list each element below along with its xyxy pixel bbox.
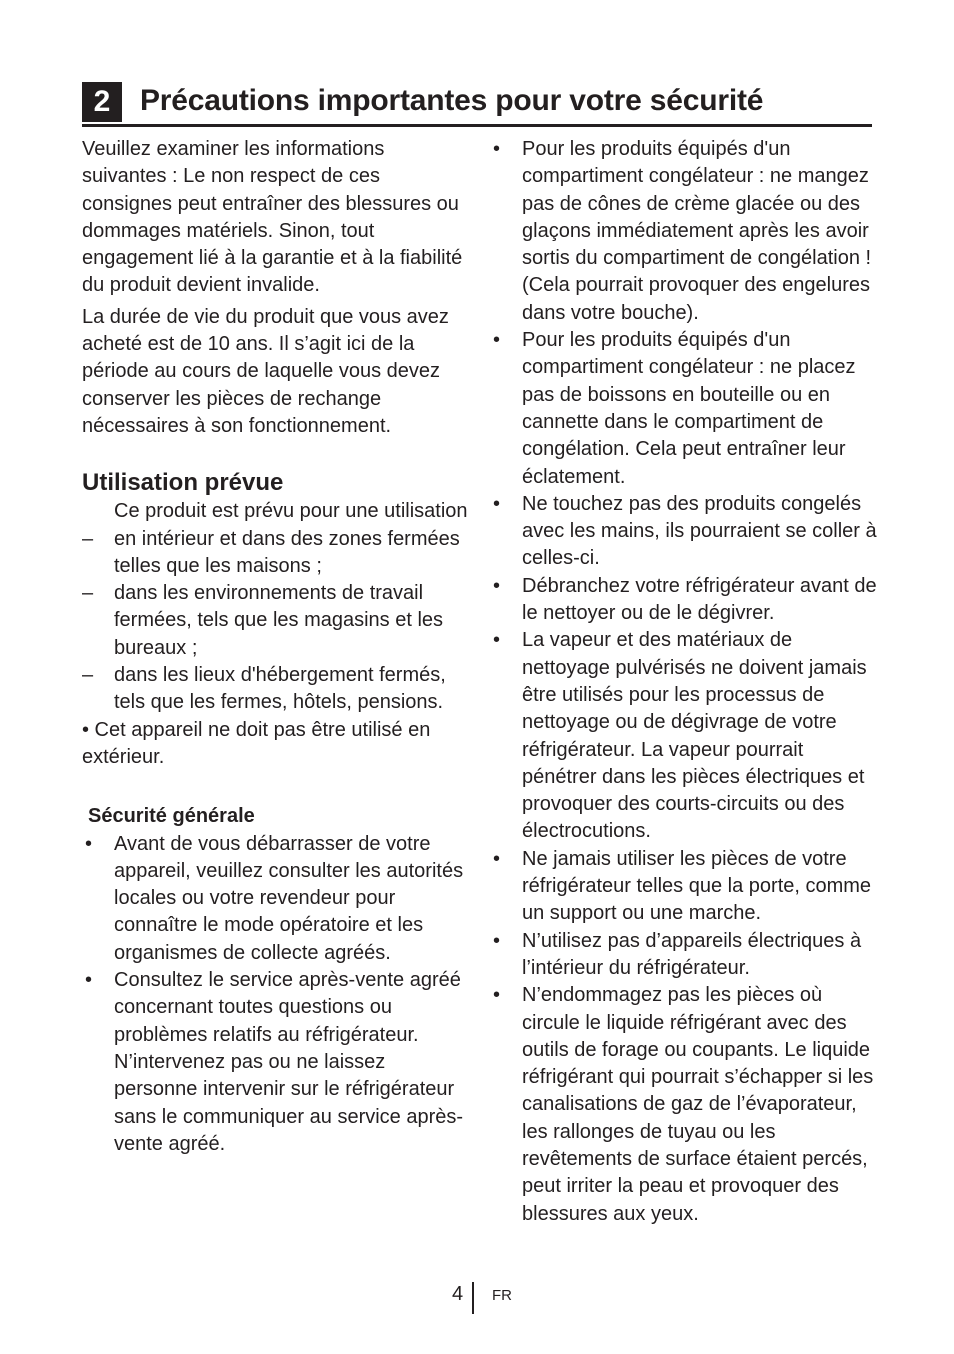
- bullet-mark: •: [493, 629, 501, 652]
- intended-use-lead: Ce produit est prévu pour une utilisation: [114, 500, 468, 523]
- intended-use-item-text: dans les lieux d'hébergement fermés, tels que les fermes, hôtels, pensions.: [114, 664, 446, 714]
- dash-mark: –: [82, 582, 94, 605]
- bullet-mark: •: [85, 969, 93, 992]
- left-column: [82, 136, 472, 1158]
- bullet-mark: •: [493, 984, 501, 1007]
- intended-use-item: [82, 526, 472, 581]
- bullet-mark: •: [493, 929, 501, 952]
- safety-item-text: Pour les produits équipés d'un compartiment congélateur : ne placez pas de boissons en bouteille ou en cannette dans le compartiment de congélation. Cela peut entraîner leur éclatement.: [522, 329, 856, 488]
- safety-item-text: La vapeur et des matériaux de nettoyage pulvérisés ne doivent jamais être utilisés pour les processus de nettoyage ou de dégivrage de votre réfrigérateur. La vapeur pourrait pénétrer dans les pièces électriques et provoquer des courts-circuits ou des électrocutions.: [522, 629, 867, 843]
- safety-item: [490, 327, 880, 491]
- safety-item: [490, 982, 880, 1228]
- safety-item: [490, 136, 880, 327]
- safety-item-text: Débranchez votre réfrigérateur avant de le nettoyer ou de le dégivrer.: [522, 574, 877, 625]
- safety-item-text: N’utilisez pas d’appareils électriques à l’intérieur du réfrigérateur.: [522, 929, 862, 979]
- right-column: [490, 136, 880, 1228]
- bullet-mark: •: [493, 329, 501, 352]
- bullet-mark: •: [493, 138, 501, 160]
- chapter-number-badge: 2: [82, 82, 122, 122]
- general-safety-heading: Sécurité générale: [88, 805, 255, 828]
- dash-mark: –: [82, 527, 94, 550]
- language-code: FR: [492, 1287, 512, 1304]
- outdoor-note: • Cet appareil ne doit pas être utilisé en extérieur.: [82, 718, 431, 768]
- safety-item-text: Ne touchez pas des produits congelés avec les mains, ils pourraient se coller à celles-ci.: [522, 492, 877, 570]
- safety-item-text: N’endommagez pas les pièces où circule le liquide réfrigérant avec des outils de forage ou coupants. Le liquide réfrigérant qui pourrait s’échapper si les canalisations de gaz de l’évaporateur, les rallonges de tuyau ou les revêtements de surface étaient percés, peut irriter la peau et provoquer des blessures aux yeux.: [522, 984, 874, 1225]
- page-title: Précautions importantes pour votre sécurité: [140, 84, 764, 117]
- safety-item: [490, 573, 880, 628]
- general-safety-item-text: Avant de vous débarrasser de votre appareil, veuillez consulter les autorités locales ou votre revendeur pour connaître le mode opératoire et les organismes de collecte agréés.: [114, 832, 464, 964]
- bullet-mark: •: [493, 492, 501, 515]
- bullet-mark: •: [85, 832, 93, 855]
- safety-item: [490, 846, 880, 928]
- safety-item-text: Pour les produits équipés d'un compartiment congélateur : ne mangez pas de cônes de crème glacée ou des glaçons immédiatement après les avoir sortis du compartiment de congélation ! (Cela pourrait provoquer des engelures dans votre bouche).: [522, 138, 872, 324]
- intended-use-heading: Utilisation prévue: [82, 469, 284, 497]
- bullet-mark: •: [493, 847, 501, 870]
- intended-use-item-text: en intérieur et dans des zones fermées telles que les maisons ;: [114, 527, 460, 577]
- safety-item: [490, 627, 880, 845]
- bullet-mark: •: [493, 574, 501, 597]
- general-safety-item: [82, 967, 472, 1158]
- intro-paragraph: Veuillez examiner les informations suivantes : Le non respect de ces consignes peut entraîner des blessures ou dommages matériels. Sinon, tout engagement lié à la garantie et à la fiabilité du produit devient invalide.: [82, 138, 463, 297]
- chapter-header: [82, 80, 872, 127]
- general-safety-item-text: Consultez le service après-vente agréé concernant toutes questions ou problèmes relatifs au réfrigérateur. N’intervenez pas ou ne laissez personne intervenir sur le réfrigérateur sans le communiquer au service après-vente agréé.: [114, 969, 464, 1155]
- safety-item-text: Ne jamais utiliser les pièces de votre réfrigérateur telles que la porte, comme un support ou une marche.: [522, 847, 872, 925]
- footer-divider: [472, 1282, 474, 1314]
- dash-mark: –: [82, 664, 94, 687]
- lifespan-paragraph: La durée de vie du produit que vous avez acheté est de 10 ans. Il s’agit ici de la période au cours de laquelle vous devez conserver les pièces de rechange nécessaires à son fonctionnement.: [82, 305, 449, 437]
- safety-item: [490, 928, 880, 983]
- general-safety-item: [82, 831, 472, 967]
- page-number: 4: [452, 1283, 464, 1305]
- intended-use-item: [82, 580, 472, 662]
- safety-item: [490, 491, 880, 573]
- intended-use-item: [82, 662, 472, 717]
- intended-use-item-text: dans les environnements de travail fermées, tels que les magasins et les bureaux ;: [114, 582, 444, 659]
